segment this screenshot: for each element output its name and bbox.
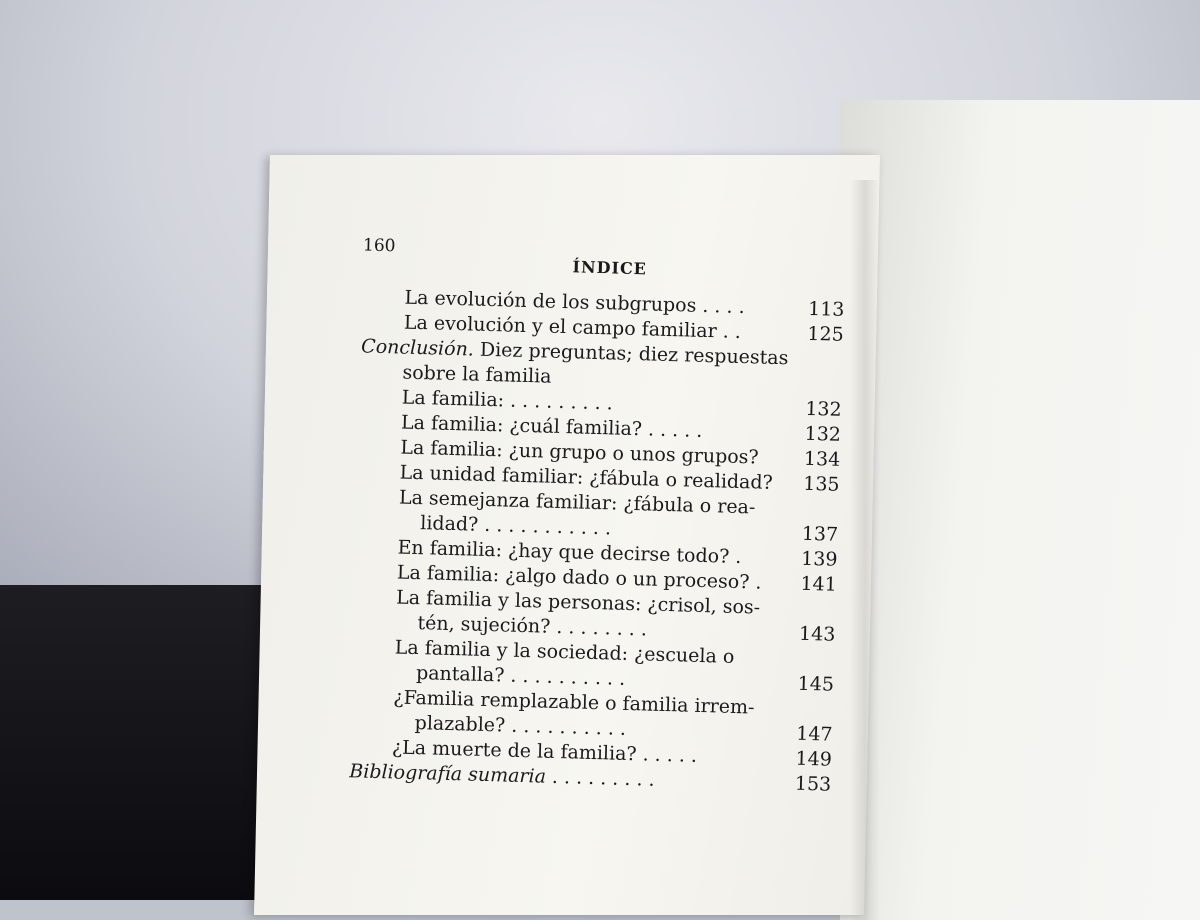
toc-page: 137: [801, 522, 839, 546]
toc-title: sobre la familia: [402, 361, 552, 388]
toc-page: 132: [804, 422, 842, 446]
toc-page: 139: [800, 547, 838, 571]
toc-page: 147: [795, 722, 833, 746]
toc-title: La familia: . . . . . . . . .: [401, 386, 614, 415]
toc-title: La familia: ¿cuál familia? . . . . .: [400, 411, 703, 442]
toc-title: tén, sujeción? . . . . . . . .: [417, 612, 648, 641]
toc-title: La evolución y el campo familiar . .: [403, 311, 742, 343]
toc-page: 125: [807, 322, 845, 346]
toc-title-rest: Diez preguntas; diez respuestas: [473, 338, 789, 370]
toc-title-emphasis: Conclusión.: [360, 335, 475, 361]
toc-title: plazable? . . . . . . . . . .: [414, 712, 627, 740]
page-number: 160: [362, 235, 396, 257]
toc-page: 145: [797, 672, 835, 696]
toc-page: 113: [807, 297, 845, 321]
toc-title: ¿Familia remplazable o familia irrem-: [393, 686, 755, 719]
toc-title-rest: . . . . . . . . .: [545, 765, 655, 791]
running-head: ÍNDICE: [572, 257, 648, 279]
toc-title: La semejanza familiar: ¿fábula o rea-: [398, 486, 756, 519]
toc-title: pantalla? . . . . . . . . . .: [415, 662, 626, 690]
toc-title-emphasis: Bibliografía sumaria: [349, 760, 547, 788]
toc-page: 141: [800, 572, 838, 596]
toc-title: La familia y las personas: ¿crisol, sos-: [395, 586, 761, 619]
toc-title: La familia: ¿algo dado o un proceso? .: [396, 561, 762, 594]
toc-page: 135: [802, 472, 840, 496]
toc-page: 149: [795, 747, 833, 771]
table-of-contents: [349, 284, 845, 797]
toc-title: ¿La muerte de la familia? . . . . .: [391, 736, 698, 767]
toc-title: En familia: ¿hay que decirse todo? .: [397, 536, 742, 569]
toc-title: La unidad familiar: ¿fábula o realidad?: [399, 461, 774, 494]
toc-page: 134: [803, 447, 841, 471]
toc-title: La evolución de los subgrupos . . . .: [404, 286, 745, 319]
toc-title: lidad? . . . . . . . . . . .: [419, 512, 612, 540]
toc-page: 153: [794, 772, 832, 796]
toc-title: La familia y la sociedad: ¿escuela o: [394, 636, 735, 668]
toc-page: 143: [798, 622, 836, 646]
toc-title: La familia: ¿un grupo o unos grupos?: [400, 436, 759, 469]
toc-page: 132: [805, 397, 842, 421]
